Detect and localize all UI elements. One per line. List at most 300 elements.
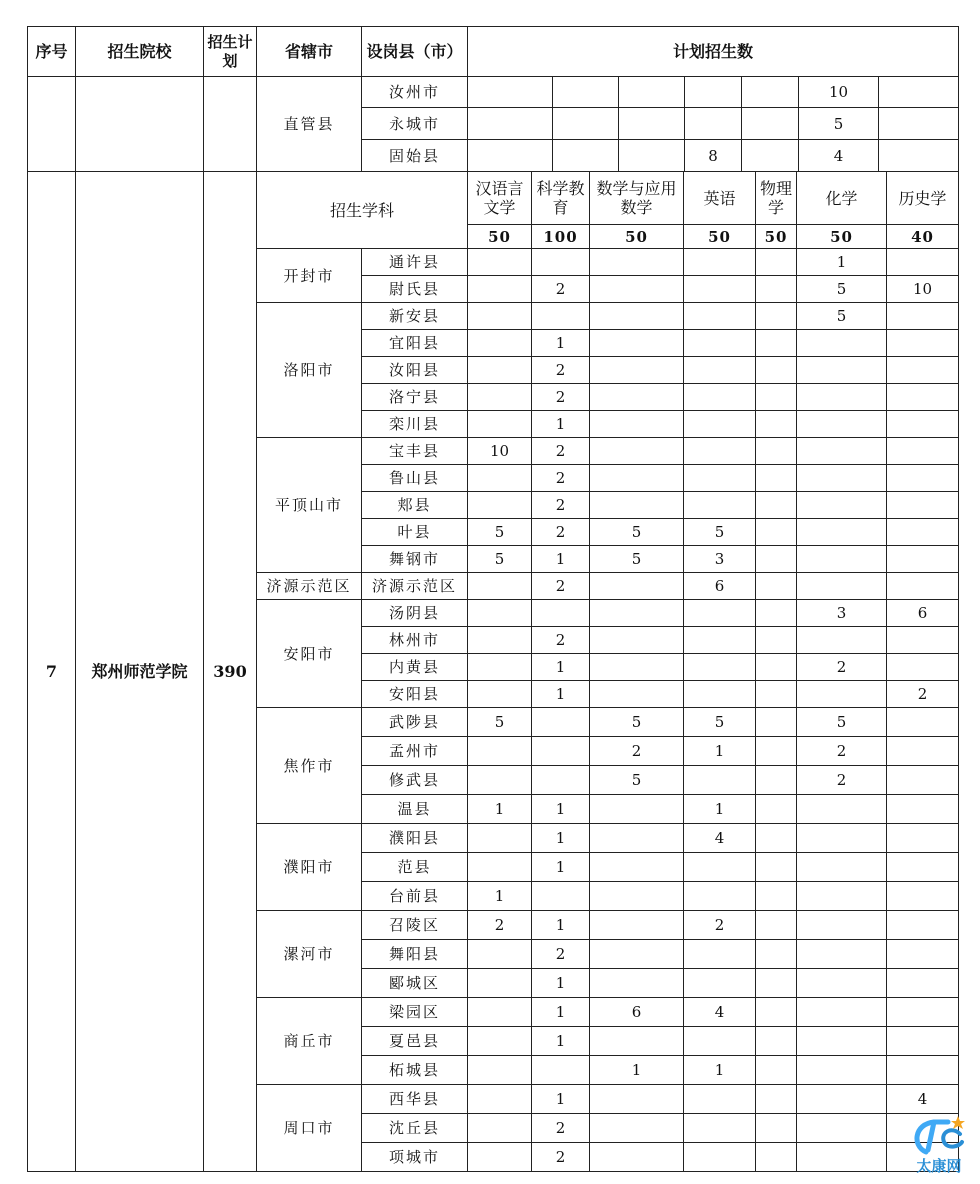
- county-cell: 修武县: [362, 766, 468, 795]
- value-cell: [684, 1085, 756, 1114]
- value-cell: [887, 911, 959, 940]
- city-cell: 焦作市: [257, 708, 362, 824]
- value-cell: 1: [684, 737, 756, 766]
- value-cell: [468, 940, 532, 969]
- value-cell: [590, 303, 684, 330]
- value-cell: [590, 600, 684, 627]
- value-cell: 5: [468, 546, 532, 573]
- value-cell: [684, 766, 756, 795]
- value-cell: 1: [797, 249, 887, 276]
- subject-header: 英语: [684, 172, 756, 225]
- value-cell: 5: [797, 276, 887, 303]
- value-cell: [756, 276, 797, 303]
- value-cell: [468, 303, 532, 330]
- value-cell: [468, 654, 532, 681]
- subject-quota: 50: [797, 225, 887, 249]
- county-cell: 濮阳县: [362, 824, 468, 853]
- value-cell: 1: [532, 1085, 590, 1114]
- value-cell: [887, 969, 959, 998]
- value-cell: 4: [684, 824, 756, 853]
- value-cell: [684, 465, 756, 492]
- value-cell: [887, 1056, 959, 1085]
- value-cell: 1: [532, 411, 590, 438]
- value-cell: [887, 303, 959, 330]
- value-cell: [797, 824, 887, 853]
- value-cell: [590, 249, 684, 276]
- value-cell: [590, 438, 684, 465]
- value-cell: [468, 249, 532, 276]
- city-cell: 开封市: [257, 249, 362, 303]
- value-cell: 2: [532, 357, 590, 384]
- tc-logo-icon: [904, 1112, 974, 1160]
- county-cell: 郾城区: [362, 969, 468, 998]
- subject-label: 招生学科: [257, 172, 468, 249]
- value-cell: 2: [797, 654, 887, 681]
- value-cell: [468, 737, 532, 766]
- county-cell: 林州市: [362, 627, 468, 654]
- header-county: 设岗县（市）: [362, 27, 468, 77]
- value-cell: 2: [797, 766, 887, 795]
- value-cell: [590, 330, 684, 357]
- value-cell: [468, 411, 532, 438]
- value-cell: 1: [532, 969, 590, 998]
- value-cell: [797, 357, 887, 384]
- value-cell: [756, 1027, 797, 1056]
- value-cell: [532, 737, 590, 766]
- value-cell: 2: [532, 519, 590, 546]
- value-cell: 10: [468, 438, 532, 465]
- value-cell: 1: [532, 795, 590, 824]
- value-cell: 1: [532, 330, 590, 357]
- value-cell: 2: [532, 627, 590, 654]
- value-cell: [590, 1085, 684, 1114]
- county-cell: 孟州市: [362, 737, 468, 766]
- subject-header: 汉语言文学: [468, 172, 532, 225]
- city-cell: 安阳市: [257, 600, 362, 708]
- city-cell: 漯河市: [257, 911, 362, 998]
- county-cell: 郏县: [362, 492, 468, 519]
- value-cell: [887, 766, 959, 795]
- value-cell: [756, 384, 797, 411]
- value-cell: [797, 627, 887, 654]
- value-cell: [590, 969, 684, 998]
- subject-quota: 40: [887, 225, 959, 249]
- county-cell: 栾川县: [362, 411, 468, 438]
- county-cell: 内黄县: [362, 654, 468, 681]
- watermark-text: 太康网: [916, 1157, 962, 1175]
- value-cell: [756, 492, 797, 519]
- value-cell: [756, 303, 797, 330]
- value-cell: [468, 1143, 532, 1172]
- value-cell: [797, 465, 887, 492]
- value-cell: [797, 681, 887, 708]
- value-cell: [532, 303, 590, 330]
- county-cell: 项城市: [362, 1143, 468, 1172]
- value-cell: [468, 1056, 532, 1085]
- value-cell: [887, 940, 959, 969]
- value-cell: [797, 330, 887, 357]
- value-cell: 5: [590, 519, 684, 546]
- value-cell: [887, 1027, 959, 1056]
- county-cell: 召陵区: [362, 911, 468, 940]
- value-cell: [684, 411, 756, 438]
- value-cell: [468, 357, 532, 384]
- value-cell: [684, 681, 756, 708]
- value-cell: [684, 969, 756, 998]
- value-cell: 2: [532, 1114, 590, 1143]
- county-cell: 安阳县: [362, 681, 468, 708]
- value-cell: 2: [532, 438, 590, 465]
- value-cell: 5: [468, 519, 532, 546]
- value-cell: [468, 853, 532, 882]
- value-cell: 5: [590, 708, 684, 737]
- header-plan: 招生计划: [204, 27, 257, 77]
- subject-header: 数学与应用数学: [590, 172, 684, 225]
- city-cell: 濮阳市: [257, 824, 362, 911]
- school-name: 郑州师范学院: [76, 172, 204, 1172]
- county-cell: 济源示范区: [362, 573, 468, 600]
- value-cell: 5: [590, 546, 684, 573]
- value-cell: 10: [887, 276, 959, 303]
- value-cell: 5: [799, 108, 879, 140]
- value-cell: 1: [532, 998, 590, 1027]
- value-cell: [887, 654, 959, 681]
- value-cell: [590, 654, 684, 681]
- city-cell: 直管县: [257, 77, 362, 172]
- value-cell: [684, 882, 756, 911]
- subject-quota: 100: [532, 225, 590, 249]
- value-cell: [756, 1085, 797, 1114]
- value-cell: [590, 911, 684, 940]
- county-cell: 梁园区: [362, 998, 468, 1027]
- county-cell: 西华县: [362, 1085, 468, 1114]
- value-cell: 5: [797, 303, 887, 330]
- value-cell: [887, 249, 959, 276]
- county-cell: 温县: [362, 795, 468, 824]
- value-cell: [532, 708, 590, 737]
- county-cell: 武陟县: [362, 708, 468, 737]
- value-cell: [756, 546, 797, 573]
- value-cell: [887, 546, 959, 573]
- value-cell: [590, 384, 684, 411]
- value-cell: 5: [590, 766, 684, 795]
- value-cell: [797, 411, 887, 438]
- value-cell: [756, 795, 797, 824]
- header-count: 计划招生数: [468, 27, 959, 77]
- value-cell: [797, 1027, 887, 1056]
- subject-header: 历史学: [887, 172, 959, 225]
- city-cell: 济源示范区: [257, 573, 362, 600]
- value-cell: [887, 357, 959, 384]
- header-city: 省辖市: [257, 27, 362, 77]
- value-cell: [797, 1085, 887, 1114]
- value-cell: 1: [532, 853, 590, 882]
- value-cell: [887, 465, 959, 492]
- subject-header: 科学教育: [532, 172, 590, 225]
- school-table: [27, 171, 959, 1172]
- value-cell: [590, 940, 684, 969]
- county-cell: 舞钢市: [362, 546, 468, 573]
- value-cell: [684, 276, 756, 303]
- subject-quota: 50: [684, 225, 756, 249]
- value-cell: 5: [468, 708, 532, 737]
- value-cell: [887, 330, 959, 357]
- value-cell: [468, 465, 532, 492]
- value-cell: [756, 1114, 797, 1143]
- value-cell: [797, 573, 887, 600]
- value-cell: [590, 882, 684, 911]
- value-cell: [590, 824, 684, 853]
- value-cell: [797, 1143, 887, 1172]
- value-cell: [756, 249, 797, 276]
- value-cell: [468, 573, 532, 600]
- value-cell: [887, 627, 959, 654]
- value-cell: [468, 276, 532, 303]
- city-cell: 洛阳市: [257, 303, 362, 438]
- value-cell: 2: [532, 1143, 590, 1172]
- county-cell: 宜阳县: [362, 330, 468, 357]
- value-cell: [532, 766, 590, 795]
- value-cell: [684, 492, 756, 519]
- county-cell: 舞阳县: [362, 940, 468, 969]
- value-cell: [756, 411, 797, 438]
- value-cell: [532, 882, 590, 911]
- value-cell: 2: [532, 465, 590, 492]
- value-cell: [468, 681, 532, 708]
- value-cell: [797, 853, 887, 882]
- value-cell: 1: [468, 795, 532, 824]
- value-cell: 6: [684, 573, 756, 600]
- value-cell: [756, 654, 797, 681]
- value-cell: [756, 573, 797, 600]
- value-cell: [684, 627, 756, 654]
- value-cell: [797, 546, 887, 573]
- value-cell: 6: [887, 600, 959, 627]
- value-cell: [590, 573, 684, 600]
- value-cell: 1: [532, 546, 590, 573]
- value-cell: [797, 940, 887, 969]
- county-cell: 范县: [362, 853, 468, 882]
- value-cell: [797, 998, 887, 1027]
- value-cell: [797, 795, 887, 824]
- value-cell: [684, 330, 756, 357]
- value-cell: [887, 737, 959, 766]
- county-cell: 洛宁县: [362, 384, 468, 411]
- value-cell: [684, 600, 756, 627]
- value-cell: [797, 969, 887, 998]
- value-cell: [797, 438, 887, 465]
- city-cell: 平顶山市: [257, 438, 362, 573]
- value-cell: [756, 737, 797, 766]
- value-cell: 1: [590, 1056, 684, 1085]
- value-cell: [887, 853, 959, 882]
- value-cell: [590, 1027, 684, 1056]
- value-cell: [532, 1056, 590, 1085]
- value-cell: [756, 600, 797, 627]
- value-cell: 2: [532, 940, 590, 969]
- value-cell: [887, 708, 959, 737]
- value-cell: [684, 654, 756, 681]
- value-cell: [468, 492, 532, 519]
- value-cell: [468, 824, 532, 853]
- value-cell: [684, 438, 756, 465]
- value-cell: [590, 465, 684, 492]
- value-cell: [756, 627, 797, 654]
- watermark-logo: [904, 1112, 974, 1178]
- value-cell: [797, 882, 887, 911]
- value-cell: 1: [684, 1056, 756, 1085]
- county-cell: 汝州市: [362, 77, 468, 108]
- empty-cell: [76, 77, 204, 172]
- subject-quota: 50: [590, 225, 684, 249]
- header-school: 招生院校: [76, 27, 204, 77]
- value-cell: 4: [799, 140, 879, 172]
- value-cell: [468, 384, 532, 411]
- value-cell: [887, 573, 959, 600]
- value-cell: [887, 998, 959, 1027]
- value-cell: [468, 969, 532, 998]
- value-cell: 2: [532, 276, 590, 303]
- value-cell: [887, 411, 959, 438]
- value-cell: [532, 600, 590, 627]
- top-table: [27, 26, 959, 172]
- value-cell: 6: [590, 998, 684, 1027]
- value-cell: [756, 853, 797, 882]
- value-cell: 5: [797, 708, 887, 737]
- value-cell: [590, 492, 684, 519]
- value-cell: [797, 384, 887, 411]
- county-cell: 汝阳县: [362, 357, 468, 384]
- value-cell: 2: [532, 573, 590, 600]
- value-cell: [468, 627, 532, 654]
- value-cell: 1: [468, 882, 532, 911]
- value-cell: [756, 438, 797, 465]
- subject-quota: 50: [756, 225, 797, 249]
- value-cell: [468, 330, 532, 357]
- value-cell: [468, 1114, 532, 1143]
- value-cell: 4: [684, 998, 756, 1027]
- value-cell: [468, 998, 532, 1027]
- value-cell: 2: [797, 737, 887, 766]
- value-cell: [684, 1114, 756, 1143]
- value-cell: [756, 1056, 797, 1085]
- school-seq: 7: [28, 172, 76, 1172]
- value-cell: 2: [590, 737, 684, 766]
- value-cell: [756, 911, 797, 940]
- empty-cell: [204, 77, 257, 172]
- value-cell: 1: [532, 681, 590, 708]
- value-cell: 2: [532, 384, 590, 411]
- value-cell: [756, 998, 797, 1027]
- value-cell: 2: [468, 911, 532, 940]
- value-cell: [887, 519, 959, 546]
- value-cell: 2: [887, 681, 959, 708]
- county-cell: 固始县: [362, 140, 468, 172]
- value-cell: [590, 1143, 684, 1172]
- value-cell: [756, 330, 797, 357]
- county-cell: 永城市: [362, 108, 468, 140]
- value-cell: [756, 969, 797, 998]
- value-cell: [797, 1056, 887, 1085]
- subject-quota: 50: [468, 225, 532, 249]
- county-cell: 夏邑县: [362, 1027, 468, 1056]
- value-cell: [684, 1143, 756, 1172]
- value-cell: [590, 627, 684, 654]
- value-cell: 3: [684, 546, 756, 573]
- value-cell: [756, 681, 797, 708]
- value-cell: [756, 465, 797, 492]
- school-plan: 390: [204, 172, 257, 1172]
- county-cell: 新安县: [362, 303, 468, 330]
- value-cell: [684, 853, 756, 882]
- value-cell: [684, 1027, 756, 1056]
- value-cell: [468, 600, 532, 627]
- value-cell: [797, 492, 887, 519]
- value-cell: 4: [887, 1085, 959, 1114]
- county-cell: 沈丘县: [362, 1114, 468, 1143]
- value-cell: [590, 1114, 684, 1143]
- value-cell: [887, 882, 959, 911]
- value-cell: 1: [532, 1027, 590, 1056]
- value-cell: [590, 853, 684, 882]
- value-cell: [797, 519, 887, 546]
- value-cell: 5: [684, 708, 756, 737]
- value-cell: 8: [685, 140, 742, 172]
- subject-header: 化学: [797, 172, 887, 225]
- county-cell: 柘城县: [362, 1056, 468, 1085]
- value-cell: [887, 824, 959, 853]
- value-cell: [468, 1085, 532, 1114]
- value-cell: [756, 1143, 797, 1172]
- value-cell: [887, 492, 959, 519]
- county-cell: 宝丰县: [362, 438, 468, 465]
- value-cell: [756, 708, 797, 737]
- value-cell: [684, 384, 756, 411]
- value-cell: [684, 357, 756, 384]
- value-cell: [590, 411, 684, 438]
- value-cell: 2: [684, 911, 756, 940]
- value-cell: 2: [532, 492, 590, 519]
- value-cell: 1: [532, 824, 590, 853]
- value-cell: [590, 357, 684, 384]
- value-cell: 1: [684, 795, 756, 824]
- value-cell: 1: [532, 911, 590, 940]
- value-cell: 3: [797, 600, 887, 627]
- value-cell: [756, 882, 797, 911]
- value-cell: [887, 384, 959, 411]
- city-cell: 周口市: [257, 1085, 362, 1172]
- value-cell: [684, 249, 756, 276]
- value-cell: [590, 795, 684, 824]
- header-seq: 序号: [28, 27, 76, 77]
- value-cell: [756, 940, 797, 969]
- county-cell: 鲁山县: [362, 465, 468, 492]
- value-cell: 1: [532, 654, 590, 681]
- value-cell: [468, 766, 532, 795]
- value-cell: [756, 519, 797, 546]
- county-cell: 叶县: [362, 519, 468, 546]
- value-cell: [590, 276, 684, 303]
- value-cell: 5: [684, 519, 756, 546]
- value-cell: 10: [799, 77, 879, 108]
- value-cell: [887, 795, 959, 824]
- value-cell: [756, 357, 797, 384]
- value-cell: [684, 303, 756, 330]
- city-cell: 商丘市: [257, 998, 362, 1085]
- value-cell: [684, 940, 756, 969]
- value-cell: [887, 438, 959, 465]
- county-cell: 台前县: [362, 882, 468, 911]
